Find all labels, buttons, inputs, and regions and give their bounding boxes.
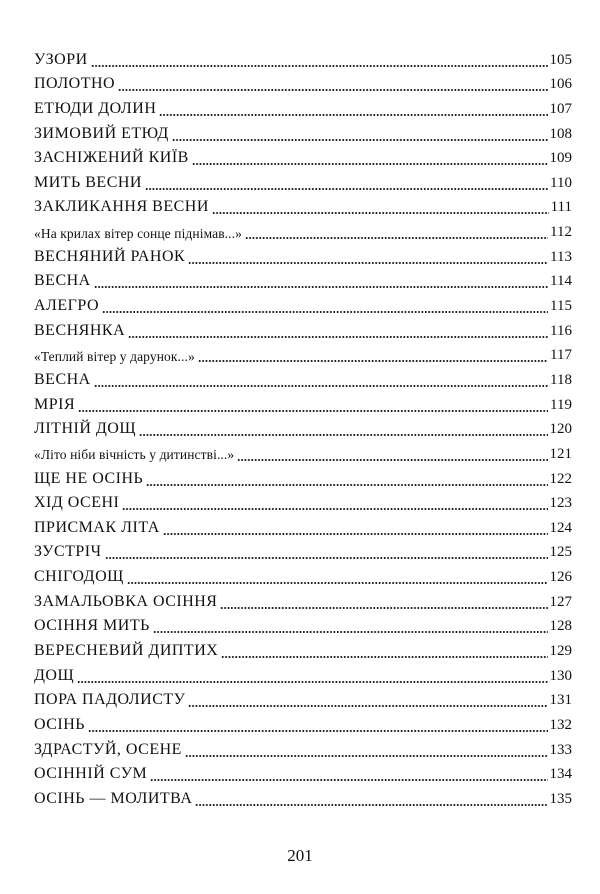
entry-page: 120 (549, 421, 572, 438)
dot-leader (102, 311, 548, 313)
page-number: 201 (287, 846, 313, 865)
entry-title: «Літо ніби вічність у дитинстві...» (34, 447, 235, 463)
dot-leader (145, 188, 548, 190)
dot-leader (237, 459, 547, 461)
entry-title: ЛІТНІЙ ДОЩ (34, 420, 136, 438)
toc-entry (34, 759, 572, 784)
toc-entry (34, 611, 572, 636)
dot-leader (105, 557, 548, 559)
entry-title: ВЕСНА (34, 370, 91, 388)
dot-leader (185, 755, 548, 757)
dot-leader (118, 89, 547, 91)
entry-page: 130 (549, 667, 572, 684)
toc-entry (34, 660, 572, 685)
entry-page: 128 (549, 618, 572, 635)
entry-title: УЗОРИ (34, 50, 88, 68)
toc-entry (34, 241, 572, 266)
entry-title: ДОЩ (34, 666, 75, 684)
toc-entry (34, 586, 572, 611)
toc-entry (34, 438, 572, 463)
entry-title: ВЕРЕСНЕВИЙ ДИПТИХ (34, 642, 219, 660)
dot-leader (88, 730, 548, 732)
entry-title: ЗАКЛИКАННЯ ВЕСНИ (34, 198, 209, 216)
toc-entry (34, 463, 572, 488)
toc-entry (34, 44, 572, 69)
entry-page: 108 (549, 125, 572, 142)
entry-title: «На крилах вітер сонце піднімав...» (34, 225, 242, 241)
entry-page: 115 (550, 298, 572, 315)
toc-entry (34, 93, 572, 118)
dot-leader (188, 705, 547, 707)
entry-title: «Теплий вітер у дарунок...» (34, 348, 195, 364)
entry-title: ЗАМАЛЬОВКА ОСІННЯ (34, 592, 218, 610)
dot-leader (172, 139, 548, 141)
toc-entry (34, 290, 572, 315)
dot-leader (139, 434, 548, 436)
toc-entry (34, 364, 572, 389)
dot-leader (146, 484, 547, 486)
dot-leader (77, 681, 547, 683)
dot-leader (198, 360, 548, 362)
toc-entry (34, 414, 572, 439)
entry-page: 113 (550, 248, 572, 265)
entry-page: 105 (549, 51, 572, 68)
toc-entry (34, 266, 572, 291)
entry-page: 123 (549, 495, 572, 512)
entry-page: 118 (550, 371, 572, 388)
entry-page: 112 (550, 224, 572, 241)
entry-title: ХІД ОСЕНІ (34, 494, 120, 512)
dot-leader (127, 582, 548, 584)
entry-title: ЗАСНІЖЕНИЙ КИЇВ (34, 149, 189, 167)
entry-title: ОСІНЬ (34, 715, 85, 733)
entry-page: 121 (549, 445, 572, 462)
entry-page: 111 (550, 199, 572, 216)
entry-page: 109 (549, 150, 572, 167)
entry-title: ЕТЮДИ ДОЛИН (34, 99, 157, 117)
table-of-contents (34, 44, 572, 808)
entry-title: МИТЬ ВЕСНИ (34, 173, 142, 191)
entry-page: 131 (549, 692, 572, 709)
entry-page: 117 (550, 347, 572, 364)
entry-title: ЗУСТРІЧ (34, 543, 102, 561)
toc-entry (34, 685, 572, 710)
entry-title: ОСІНЬ — МОЛИТВА (34, 789, 193, 807)
entry-title: ПРИСМАК ЛІТА (34, 518, 160, 536)
entry-title: ВЕСНЯНКА (34, 321, 126, 339)
toc-entry (34, 561, 572, 586)
entry-page: 106 (549, 76, 572, 93)
dot-leader (78, 410, 548, 412)
toc-entry (34, 69, 572, 94)
entry-page: 126 (549, 569, 572, 586)
entry-title: ВЕСНА (34, 272, 91, 290)
entry-title: СНІГОДОЩ (34, 568, 124, 586)
entry-title: ЗДРАСТУЙ, ОСЕНЕ (34, 740, 182, 758)
dot-leader (245, 237, 548, 239)
entry-page: 119 (550, 396, 572, 413)
entry-title: ОСІННЯ МИТЬ (34, 617, 150, 635)
entry-page: 107 (549, 100, 572, 117)
dot-leader (153, 631, 548, 633)
dot-leader (221, 656, 547, 658)
entry-page: 125 (549, 544, 572, 561)
entry-title: МРІЯ (34, 395, 76, 413)
dot-leader (150, 779, 547, 781)
entry-title: ЗИМОВИЙ ЕТЮД (34, 124, 169, 142)
dot-leader (94, 286, 548, 288)
dot-leader (220, 607, 547, 609)
entry-title: ПОРА ПАДОЛИСТУ (34, 691, 186, 709)
dot-leader (91, 65, 548, 67)
dot-leader (195, 804, 547, 806)
entry-title: ЩЕ НЕ ОСІНЬ (34, 469, 144, 487)
toc-entry (34, 315, 572, 340)
toc-entry (34, 389, 572, 414)
toc-entry (34, 216, 572, 241)
entry-page: 132 (549, 716, 572, 733)
dot-leader (188, 262, 548, 264)
entry-page: 122 (549, 470, 572, 487)
entry-page: 134 (549, 766, 572, 783)
toc-entry (34, 118, 572, 143)
toc-entry (34, 340, 572, 365)
toc-entry (34, 488, 572, 513)
entry-title: ОСІННІЙ СУМ (34, 765, 148, 783)
toc-entry (34, 143, 572, 168)
entry-title: АЛЕГРО (34, 297, 100, 315)
dot-leader (128, 336, 548, 338)
toc-entry (34, 734, 572, 759)
entry-page: 114 (550, 273, 572, 290)
entry-page: 133 (549, 741, 572, 758)
entry-page: 129 (549, 643, 572, 660)
entry-page: 135 (549, 790, 572, 807)
toc-entry (34, 783, 572, 808)
entry-page: 127 (549, 593, 572, 610)
entry-title: ВЕСНЯНИЙ РАНОК (34, 247, 186, 265)
dot-leader (159, 114, 547, 116)
toc-entry (34, 512, 572, 537)
toc-entry (34, 709, 572, 734)
toc-entry (34, 635, 572, 660)
dot-leader (94, 385, 548, 387)
dot-leader (192, 163, 548, 165)
dot-leader (163, 533, 548, 535)
toc-entry (34, 537, 572, 562)
toc-entry (34, 167, 572, 192)
dot-leader (212, 212, 549, 214)
entry-page: 110 (550, 174, 572, 191)
entry-page: 116 (550, 322, 572, 339)
toc-entry (34, 192, 572, 217)
dot-leader (122, 508, 547, 510)
entry-page: 124 (549, 519, 572, 536)
entry-title: ПОЛОТНО (34, 75, 116, 93)
